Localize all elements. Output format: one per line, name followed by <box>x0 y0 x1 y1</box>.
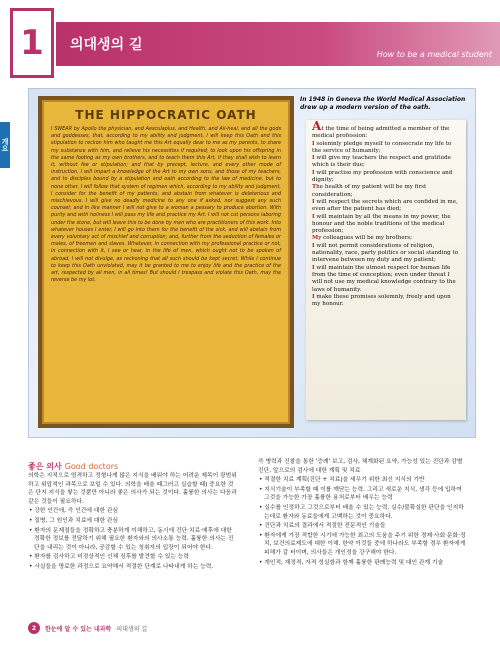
section-title-ko: 좋은 의사 <box>28 462 62 471</box>
declaration-line-lead: M <box>312 235 319 242</box>
chapter-subtitle: How to be a medical student <box>376 50 492 59</box>
section-title-en: Good doctors <box>64 462 119 471</box>
bullet-item: • 강한 인간애, 즉 인간에 대한 관심 <box>29 508 119 515</box>
geneva-declaration <box>300 94 468 430</box>
declaration-line-text: y colleagues will be my brothers; <box>318 235 413 242</box>
footer-chapter: 의대생의 길 <box>116 625 148 633</box>
bullet-item: • 환자의 문제점들을 정확하고 충분하게 이해하고, 동시에 진단·치료·예후에 대한 정확한 정보를 전달하기 위해 필요한 환자와의 의사소통 능력. 훌륭한 의사는 진단을 내리는 것이 아니라, 공감할 수 있는 청취자의 입장이 되어야 한다. <box>29 527 234 551</box>
declaration-line-lead: I <box>312 198 315 205</box>
bullet-item: • 개인적, 재정적, 자적 성실함과 함께 훌륭한 판례능력 및 대인 관계 기술 <box>259 559 444 566</box>
paragraph: 즉 병력과 진찰을 통한 '증례' 보고, 검사, 체계화된 요약, 가능성 있는 진단과 감별 진단, 앞으로의 검사에 대한 계획 및 치료 <box>258 459 463 474</box>
declaration-line <box>312 265 460 294</box>
paragraph: 의학은 지적으로 엄격하고 정형나게 많은 지식을 배워야 하는 어려운 제목이 광범위하고 위압적인 과목으로 보일 수 있다. 의학을 배울 때그러고 실습할 때) 중요한 것은 단지 지식을 쌓는 것뿐만 아니라 좋은 의사가 되는 것이다. 훌륭한 의사는 다음과 같은 것들이 필요하다. <box>28 473 237 505</box>
declaration-line-text: will practise my profession with conscience and dignity; <box>312 169 453 184</box>
declaration-line <box>312 199 460 214</box>
bullet-item: • 진단과 치료의 결과에서 적절한 전문적인 기술들 <box>259 523 386 530</box>
declaration-line <box>312 141 460 156</box>
declaration-line-text: make these promises solemnly, freely and upon my honour. <box>312 293 451 308</box>
declaration-line-text: solemnly pledge myself to consecrate my life to the service of humanity; <box>312 140 452 154</box>
declaration-line-lead: T <box>312 184 317 191</box>
hippocratic-oath-title: THE HIPPOCRATIC OATH <box>75 108 257 122</box>
declaration-line <box>312 214 460 236</box>
declaration-line-lead: I <box>312 140 315 147</box>
geneva-declaration-intro: In 1948 in Geneva the World Medical Association drew up a modern version of the oath. <box>300 96 466 111</box>
declaration-dropcap: A <box>312 120 322 133</box>
bullet-item: • 환자를 검사하고 비정상적인 신체 징후를 발견할 수 있는 능력 <box>29 554 189 561</box>
bullet-item: • 실수를 인정하고 그것으로부터 배울 수 있는 능력. 실수/불확실한 판단을 인지하는데로 환자와 동료들에게 고백하는 것이 중요하다. <box>259 504 464 520</box>
declaration-line-text: t the time of being admitted a member of the medical profession: <box>312 126 450 140</box>
declaration-line <box>312 184 460 199</box>
side-tab: 개요 <box>0 122 10 168</box>
declaration-line-lead: I <box>312 264 315 271</box>
chapter-title: 의대생의 길 <box>70 37 143 53</box>
chapter-number: 1 <box>20 23 44 63</box>
declaration-line-text: will not permit considerations of religion, nationality, race, party politics or social standing to intervene between my duty and my patient; <box>312 242 459 264</box>
hippocratic-oath-frame <box>42 100 290 424</box>
declaration-line <box>312 170 460 185</box>
book-title: 한눈에 알 수 있는 내과학 <box>45 625 112 633</box>
section-title <box>28 461 118 472</box>
left-column <box>28 472 238 573</box>
declaration-line-lead: I <box>312 213 315 220</box>
declaration-line-text: will maintain the utmost respect for human life from the time of conception; even under threat I will not use my medical knowledge contrary to the laws of humanity. <box>312 264 456 293</box>
declaration-line-lead: I <box>312 242 315 249</box>
declaration-line <box>312 235 460 242</box>
declaration-line-text: will give my teachers the respect and gratitude which is their due; <box>312 155 451 169</box>
declaration-line-text: he health of my patient will be my first consideration; <box>312 184 427 198</box>
declaration-line-text: will respect the secrets which are confided in me, even after the patient has died; <box>312 198 458 213</box>
declaration-line <box>312 155 460 170</box>
declaration-line-lead: I <box>312 155 315 162</box>
declaration-line <box>312 120 460 141</box>
declaration-scroll <box>306 120 466 420</box>
bullet-item: • 적절한 치료 계획(진단 + 치료)을 세우기 위한 최신 지식의 기반 <box>259 477 425 484</box>
declaration-line-lead: I <box>312 169 315 176</box>
declaration-line <box>312 243 460 265</box>
declaration-line-lead: I <box>312 293 315 300</box>
bullet-item: • 사실들을 명료한 과정으로 요약해서 적절한 단계로 나타내게 하는 능력. <box>29 563 214 570</box>
bullet-item: • 지식기술이 부족할 때 이를 깨닫는 능력. 그리고 새로운 지식, 생각 등에 입하여 그것을 가능한 가장 훌륭한 용처로부터 배우는 능력 <box>259 486 462 502</box>
declaration-line-text: will maintain by all the means in my power, the honour and the noble traditions of the medical profession; <box>312 213 451 235</box>
bullet-item: • 환자에게 가장 적합한 시기에 가능한 최고의 도움을 주기 위한 경제·사회·문화·정치, 보건의료제도에 대한 이해. 한약 이것들 중에 하나라도 부족할 경우 환자에게 피해가 갈 터이며, 의사들은 개인정을 강구해야 한다. <box>259 532 466 556</box>
right-column <box>258 458 468 568</box>
hippocratic-oath-panel <box>38 96 294 428</box>
chapter-number-box <box>10 8 54 78</box>
hippocratic-oath-text: I SWEAR by Apollo the physician, and Aesculapius, and Health, and All-heal, and all the gods and goddesses, that, according to my ability and judgment, I will keep this Oath and this stipulation to reckon him who taught me this Art equally dear to me as my parents, to share my substance with him, and relieve his necessities if required; to look upon his offspring in the same footing as my own brothers, and to teach them this Art, if they shall wish to learn it, without fee or stipulation; and that by precept, lecture, and every other mode of instruction, I will impart a knowledge of the Art to my own sons, and those of my teachers, and to disciples bound by a stipulation and oath according to the law of medicine, but to none other. I will follow that system of regimen which, according to my ability and judgment, I consider for the benefit of my patients, and abstain from whatever is deleterious and mischievous. I will give no deadly medicine to any one if asked, nor suggest any such counsel; and in like manner I will not give to a woman a pessary to produce abortion. With purity and with holiness I will pass my life and practice my Art. I will not cut persons laboring under the stone, but will leave this to be done by men who are practitioners of this work. Into whatever houses I enter, I will go into them for the benefit of the sick, and will abstain from every voluntary act of mischief and corruption; and, further from the seduction of females or males, of freemen and slaves. Whatever, in connection with my professional practice or not, in connection with it, I see or hear, in the life of men, which ought not to be spoken of abroad, I will not divulge, as reckoning that all such should be kept secret. While I continue to keep this Oath unviolated, may it be granted to me to enjoy life and the practice of the art, respected by all men, in all times! But should I trespass and violate this Oath, may the reverse be my lot. <box>51 126 281 284</box>
bullet-item: • 질병, 그 원인과 치료에 대한 관심 <box>29 517 119 524</box>
page-number: 2 <box>28 622 40 634</box>
page-footer <box>28 622 147 634</box>
declaration-line <box>312 294 460 309</box>
